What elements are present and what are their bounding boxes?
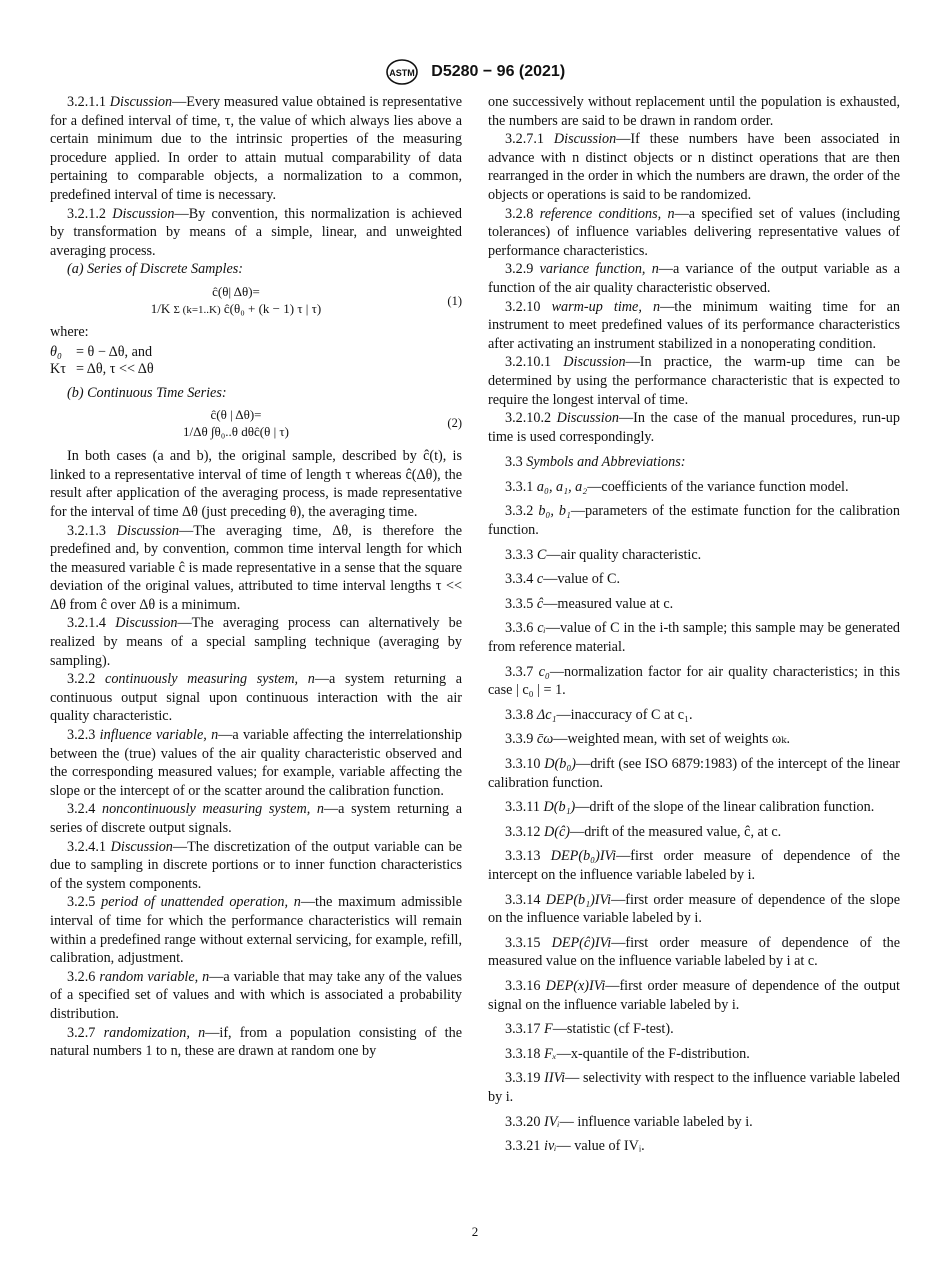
para-3-2-10-2: 3.2.10.2 Discussion—In the case of the manual procedures, run-up time is used correspondingly. [488,410,900,445]
symbol-item: 3.3.1 a₀, a₁, a₂—coefficients of the variance function model. [505,478,849,495]
para-3-2-7-1: 3.2.7.1 Discussion—If these numbers have been associated in advance with n distinct objects or n distinct operations that are then rearranged in the order in which the numbers are drawn, the order of the objects or operations is said to be randomized. [488,131,900,203]
document-designation: D5280 − 96 (2021) [431,63,566,80]
para-3-2-10: 3.2.10 warm-up time, n—the minimum waiting time for an instrument to meet predefined values of its performance characteristics after activating an instrument stabilized in a nonoperating condition. [488,298,901,352]
symbol-item: 3.3.9 c̄ω—weighted mean, with set of weights ωₖ. [505,731,790,748]
eq2-fraction: 1/Δθ [183,424,208,440]
para-3-2-7: 3.2.7 randomization, n—if, from a population consisting of the natural numbers 1 to n, these are drawn at random one by [50,1024,462,1060]
symbol-item: 3.3.10 D(b₀)—drift (see ISO 6879:1983) of the intercept of the linear calibration function. [488,756,901,791]
eq1-sum: Σ (k=1..K) [173,303,221,316]
equation-2 [50,406,462,440]
para-3-2-1-3: 3.2.1.3 Discussion—The averaging time, Δθ, is therefore the predefined and, by convention, common time interval length for which the measured variable ĉ is made representative in a sense that the square deviation of the original values, attributed to time interval lengths τ << Δθ from ĉ over Δθ is a minimum. [50,522,462,613]
para-3-2-2: 3.2.2 continuously measuring system, n—a system returning a continuous output signal upon continuous interaction with the air quality characteristic. [50,671,463,725]
para-3-2-6: 3.2.6 random variable, n—a variable that may take any of the values of a specified set of values and with which is associated a probability distribution. [50,968,463,1022]
para-3-2-4: 3.2.4 noncontinuously measuring system, n—a system returning a series of discrete output signals. [50,801,462,836]
symbol-item: 3.3.20 IVᵢ— influence variable labeled by i. [505,1113,753,1130]
logo-text: ASTM [389,68,415,78]
symbol-item: 3.3.5 ĉ—measured value at c. [505,595,674,612]
symbol-item: 3.3.16 DEP(x)IVi—first order measure of dependence of the output signal on the influence variable labeled by i. [488,977,900,1013]
para-3-2-1-4: 3.2.1.4 Discussion—The averaging process can alternatively be realized by means of a special sampling technique (averaging by sampling). [50,615,462,669]
page-number: 2 [471,1224,479,1239]
eq1-rhs: ĉ(θ₀ + (k − 1) τ | τ) [223,300,322,316]
para-3-2-1-2: 3.2.1.2 Discussion—By convention, this normalization is achieved by transformation by means of a simple, linear, and unweighted averaging process. [50,205,462,259]
symbol-item: 3.3.18 Fₓ—x-quantile of the F-distribution. [505,1045,750,1062]
eq2-rhs: ∫θ₀..θ dθĉ(θ | τ) [210,424,289,440]
eq2-number: (2) [447,415,462,430]
symbol-item: 3.3.11 D(b₁)—drift of the slope of the linear calibration function. [505,799,875,816]
symbol-item: 3.3.14 DEP(b₁)IVi—first order measure of dependence of the slope on the influence variable labeled by i. [488,891,900,927]
symbol-item: 3.3.13 DEP(b₀)IVi—first order measure of dependence of the intercept on the influence variable labeled by i. [488,848,901,883]
left-column [50,93,462,1061]
eq1-number: (1) [447,293,462,308]
section-3-3-heading: 3.3 Symbols and Abbreviations: [505,454,686,471]
astm-logo-icon [385,58,419,86]
series-a-label: (a) Series of Discrete Samples: [67,261,243,278]
para-3-2-4-1: 3.2.4.1 Discussion—The discretization of the output variable can be due to sampling in discrete portions or to inner function characteristics of the system components. [50,838,463,892]
series-b-label: (b) Continuous Time Series: [67,384,227,401]
symbol-item: 3.3.17 F—statistic (cf F-test). [505,1021,674,1038]
equation-1 [50,283,462,319]
para-3-2-10-1: 3.2.10.1 Discussion—In practice, the warm-up time can be determined by using the performance characteristic that is expected to require the longest interval of time. [488,354,900,408]
para-3-2-5: 3.2.5 period of unattended operation, n—the maximum admissible interval of time for which the performance characteristics will remain within a predefined range without external servicing, for example, refill, calibration, adjustment. [50,894,462,967]
symbol-item: 3.3.19 IIVi— selectivity with respect to the influence variable labeled by i. [488,1070,900,1105]
para-3-2-9: 3.2.9 variance function, n—a variance of the output variable as a function of the air quality characteristic observed. [488,261,901,296]
para-3-2-3: 3.2.3 influence variable, n—a variable affecting the interrelationship between the (true) values of the air quality characteristic observed and the corresponding measured values; for example, variable affecting the slope or the intercept of or the scatter around the calibration function. [50,727,463,799]
eq2-lhs: ĉ(θ | Δθ)= [210,407,262,423]
eq1-fraction: 1/K [150,300,171,316]
symbol-item: 3.3.6 cᵢ—value of C in the i-th sample; this sample may be generated from reference material. [488,620,901,656]
eq1-lhs: ĉ(θ| Δθ)= [212,283,260,299]
para-3-2-8: 3.2.8 reference conditions, n—a specified set of values (including tolerances) of influence variables delivering representative values of performance characteristics. [488,205,901,259]
para-both-cases: In both cases (a and b), the original sample, described by ĉ(t), is linked to a representative interval of time of length τ whereas ĉ(Δθ), the result after application of the averaging process, is made representative for the interval of time Δθ (just preceding θ), the averaging time. [50,448,462,520]
symbols-list [488,478,900,1156]
where-table: θ₀ = θ − Δθ, and Kτ = Δθ, τ << Δθ [50,343,154,377]
symbol-item: 3.3.7 c₀—normalization factor for air quality characteristics; in this case | c₀ | = 1. [488,663,900,699]
symbol-item: 3.3.8 Δc₁—inaccuracy of C at c₁. [505,706,693,723]
symbol-item: 3.3.2 b₀, b₁—parameters of the estimate function for the calibration function. [488,503,900,539]
symbol-item: 3.3.15 DEP(ĉ)IVi—first order measure of dependence of the measured value on the influence variable labeled by i at c. [488,934,900,970]
para-continued: one successively without replacement until the population is exhausted, the numbers are said to be drawn in random order. [488,94,900,129]
page-header [0,58,950,86]
symbol-item: 3.3.3 C—air quality characteristic. [505,546,702,563]
para-3-2-1-1: 3.2.1.1 Discussion—Every measured value obtained is representative for a defined interval of time, τ, the value of which always lies above a certain minimum due to the intrinsic properties of the measuring procedure applied. In order to attain mutual comparability of data pertaining to comparable objects, a normalization to a common, predefined interval of time is necessary. [50,94,462,203]
where-label: where: [50,323,89,340]
symbol-item: 3.3.21 ivᵢ— value of IVᵢ. [505,1138,645,1155]
right-column [488,93,900,1156]
symbol-item: 3.3.12 D(ĉ)—drift of the measured value, ĉ, at c. [505,823,782,840]
symbol-item: 3.3.4 c—value of C. [505,571,621,588]
